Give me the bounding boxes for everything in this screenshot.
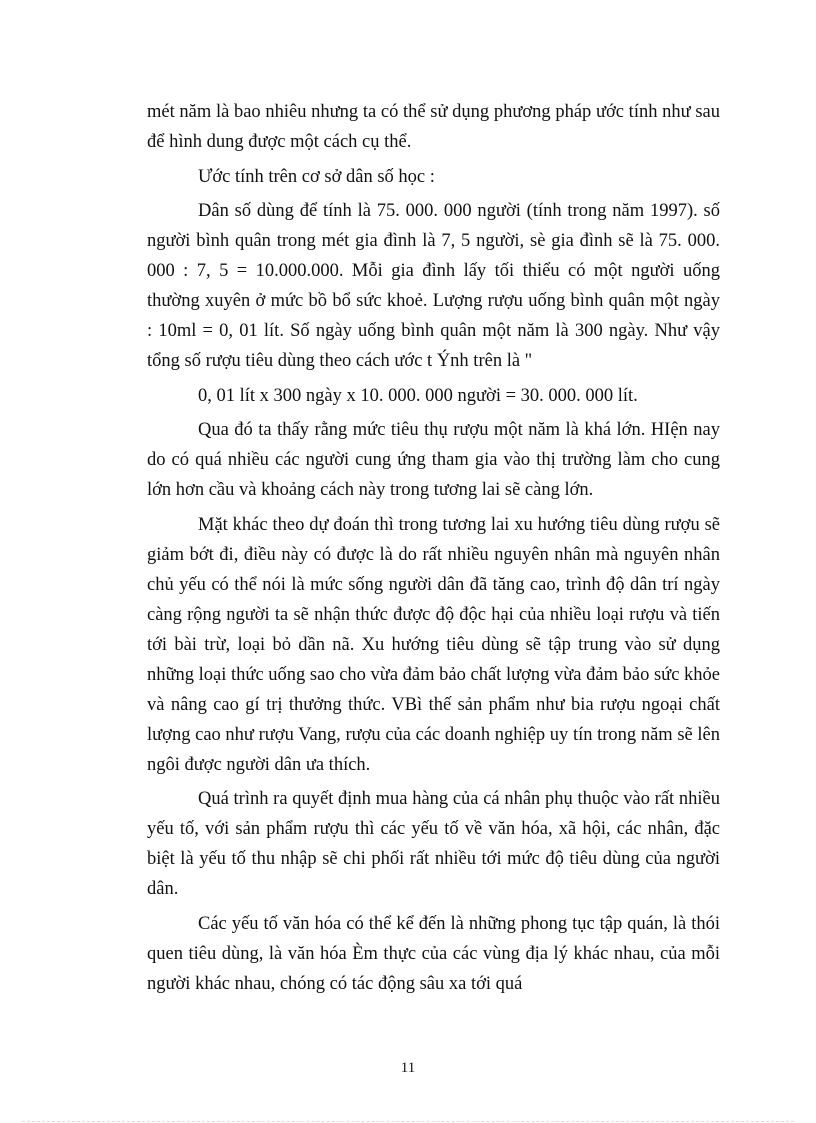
paragraph-calculation: 0, 01 lít x 300 ngày x 10. 000. 000 người = 30. 000. 000 lít. — [198, 385, 638, 406]
page-divider — [22, 1121, 794, 1122]
paragraph-population-estimate: Dân số dùng để tính là 75. 000. 000 người (tính trong năm 1997). số người bình quân trong mét gia đình là 7, 5 người, sè gia đình sẽ là 75. 000. 000 : 7, 5 = 10.000.000. Mỗi gia đình lấy tối thiểu có một người uống thường xuyên ở mức bồ bổ sức khoẻ. Lượng rượu uống bình quân một ngày : 10ml = 0, 01 lít. Số ngày uống bình quân một năm là 300 ngày. Như vậy tổng số rượu tiêu dùng theo cách ước t Ýnh trên là " — [147, 201, 720, 371]
paragraph-continued: mét năm là bao nhiêu nhưng ta có thể sử dụng phương pháp ước tính như sau để hình dung được một cách cụ thể. — [147, 102, 720, 152]
paragraph-cultural-factors: Các yếu tố văn hóa có thể kể đến là những phong tục tập quán, là thói quen tiêu dùng, là văn hóa Èm thực của các vùng địa lý khác nhau, của mỗi người khác nhau, chóng có tác động sâu xa tới quá — [147, 913, 720, 994]
page-number: 11 — [400, 1060, 416, 1076]
paragraph-future-trend: Mặt khác theo dự đoán thì trong tương lai xu hướng tiêu dùng rượu sẽ giảm bớt đi, điều này có được là do rất nhiều nguyên nhân mà nguyên nhân chủ yếu có thể nói là mức sống người dân đã tăng cao, trình độ dân trí ngày càng rộng người ta sẽ nhận thức được độ độc hại của nhiều loại rượu và tiến tới bài trừ, loại bỏ dần nã. Xu hướng tiêu dùng sẽ tập trung vào sử dụng những loại thức uống sao cho vừa đảm bảo chất lượng vừa đảm bảo sức khỏe và nâng cao gí trị thưởng thức. VBì thế sản phẩm như bia rượu ngoại chất lượng cao như rượu Vang, rượu của các doanh nghiệp uy tín trong năm sẽ lên ngôi được người dân ưa thích. — [147, 514, 720, 775]
page-body — [147, 97, 720, 1003]
paragraph-consumption-level: Qua đó ta thấy rằng mức tiêu thụ rượu một năm là khá lớn. HIện nay do có quá nhiều các người cung ứng tham gia vào thị trường làm cho cung lớn hơn cầu và khoảng cách này trong tương lai sẽ càng lớn. — [147, 420, 720, 500]
paragraph-estimation-heading: Ước tính trên cơ sở dân số học : — [198, 166, 435, 187]
paragraph-purchase-decision: Quá trình ra quyết định mua hàng của cá nhân phụ thuộc vào rất nhiều yếu tố, với sản phẩm rượu thì các yếu tố về văn hóa, xã hội, các nhân, đặc biệt là yếu tố thu nhập sẽ chi phối rất nhiều tới mức độ tiêu dùng của người dân. — [147, 789, 720, 899]
